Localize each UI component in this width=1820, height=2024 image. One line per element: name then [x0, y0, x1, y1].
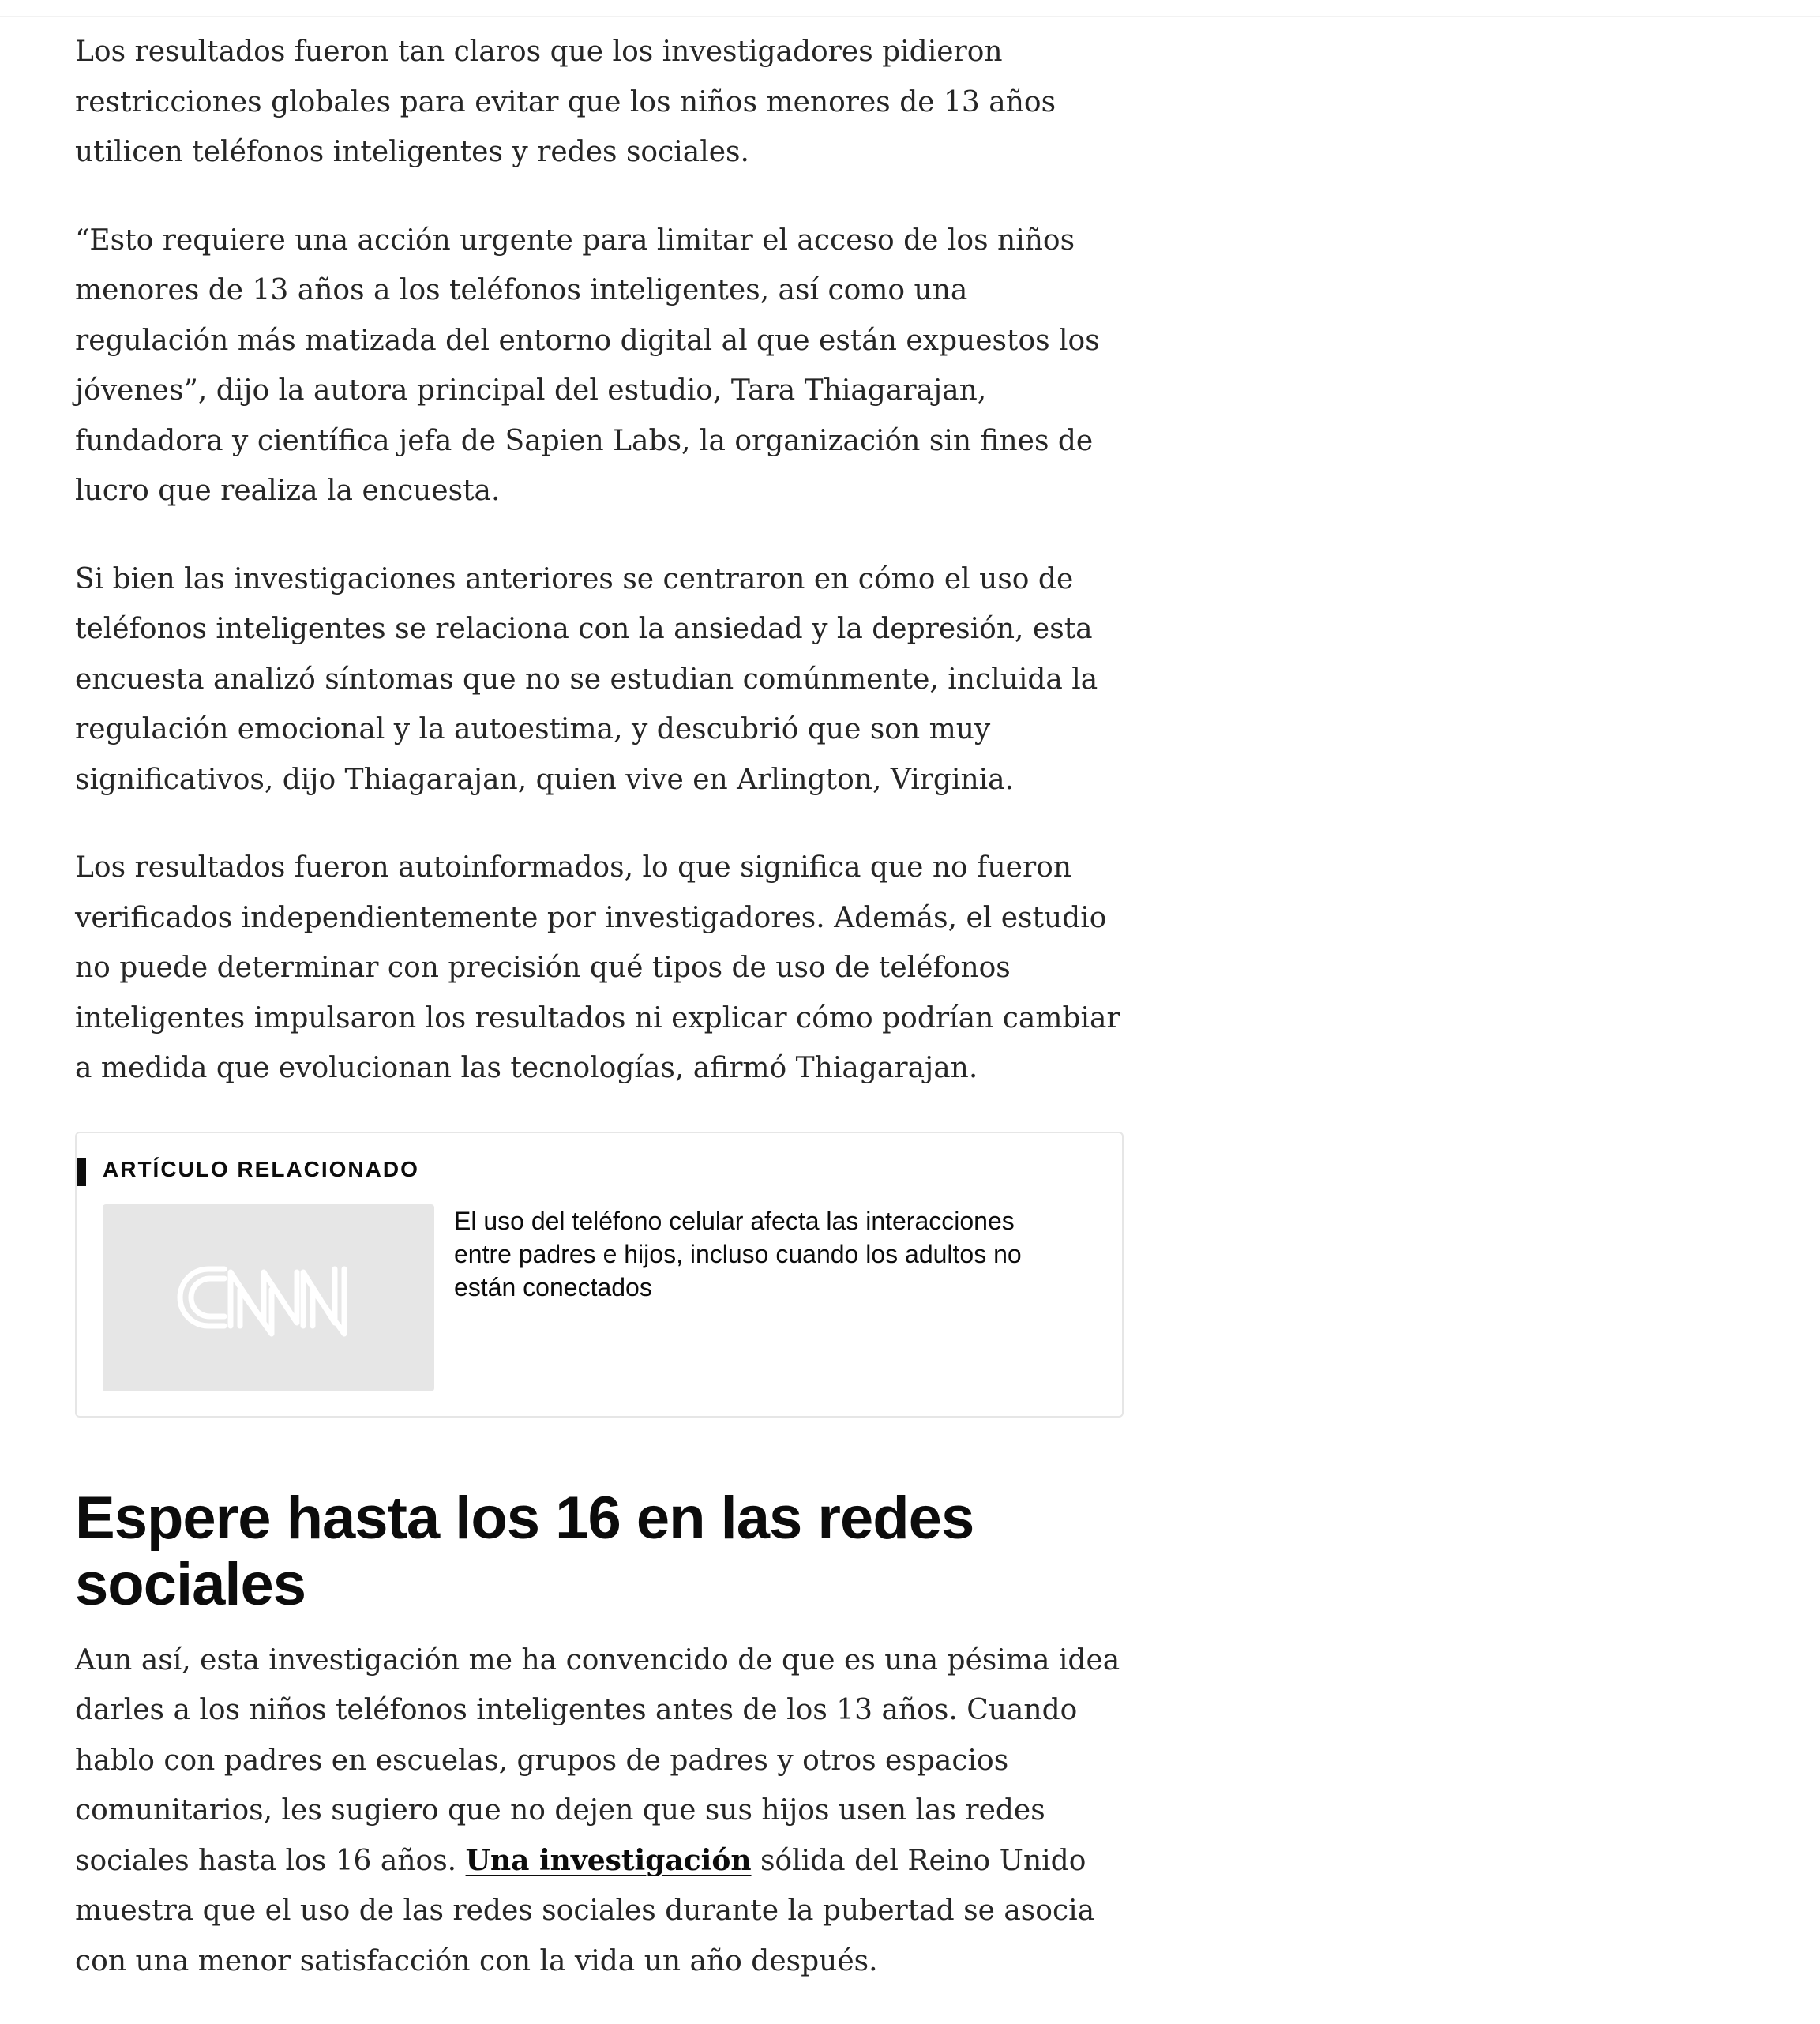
related-article-card[interactable] [75, 1132, 1124, 1418]
section-heading: Espere hasta los 16 en las redes sociales [75, 1484, 974, 1618]
related-article-title-link[interactable]: El uso del teléfono celular afecta las interacciones entre padres e hijos, incluso cuando los adultos no están conectados [454, 1206, 1022, 1301]
article-paragraph: Los resultados fueron tan claros que los investigadores pidieron restricciones globales para evitar que los niños menores de 13 años utilicen teléfonos inteligentes y redes sociales. [75, 36, 1056, 168]
article-paragraph: Los resultados fueron autoinformados, lo que significa que no fueron verificados independientemente por investigadores. Además, el estudio no puede determinar con precisión qué tipos de uso de teléfonos inteligentes impulsaron los resultados ni explicar cómo podrían cambiar a medida que evolucionan las tecnologías, afirmó Thiagarajan. [75, 851, 1120, 1084]
article-paragraph [75, 1635, 1125, 1987]
cnn-logo-text: CNN [177, 1255, 179, 1256]
related-article-kicker: ARTÍCULO RELACIONADO [103, 1156, 419, 1181]
paragraph-text: sólida del Reino Unido muestra que el uso de las redes sociales durante la pubertad se asocia con una menor satisfacción con la vida un año después. [75, 1844, 1095, 1977]
related-article-thumbnail[interactable] [103, 1204, 434, 1391]
paragraph-text: Aun así, esta investigación me ha convencido de que es una pésima idea darles a los niños teléfonos inteligentes antes de los 13 años. Cuando hablo con padres en escuelas, grupos de padres y otros espacios comunitarios, les sugiero que no dejen que sus hijos usen las redes sociales hasta los 16 años. [75, 1643, 1120, 1877]
article-paragraph: Si bien las investigaciones anteriores se centraron en cómo el uso de teléfonos inteligentes se relaciona con la ansiedad y la depresión, esta encuesta analizó síntomas que no se estudian comúnmente, incluida la regulación emocional y la autoestima, y descubrió que son muy significativos, dijo Thiagarajan, quien vive en Arlington, Virginia. [75, 562, 1098, 796]
article-paragraph: “Esto requiere una acción urgente para limitar el acceso de los niños menores de 13 años a los teléfonos inteligentes, así como una regulación más matizada del entorno digital al que están expuestos los jóvenes”, dijo la autora principal del estudio, Tara Thiagarajan, fundadora y científica jefa de Sapien Labs, la organización sin fines de lucro que realiza la encuesta. [75, 223, 1100, 507]
related-article-accent-bar [77, 1158, 86, 1186]
cnn-logo-icon [177, 1255, 360, 1340]
article-body [75, 27, 1125, 2024]
research-link[interactable]: Una investigación [465, 1843, 752, 1877]
page-top-divider [0, 0, 1820, 17]
